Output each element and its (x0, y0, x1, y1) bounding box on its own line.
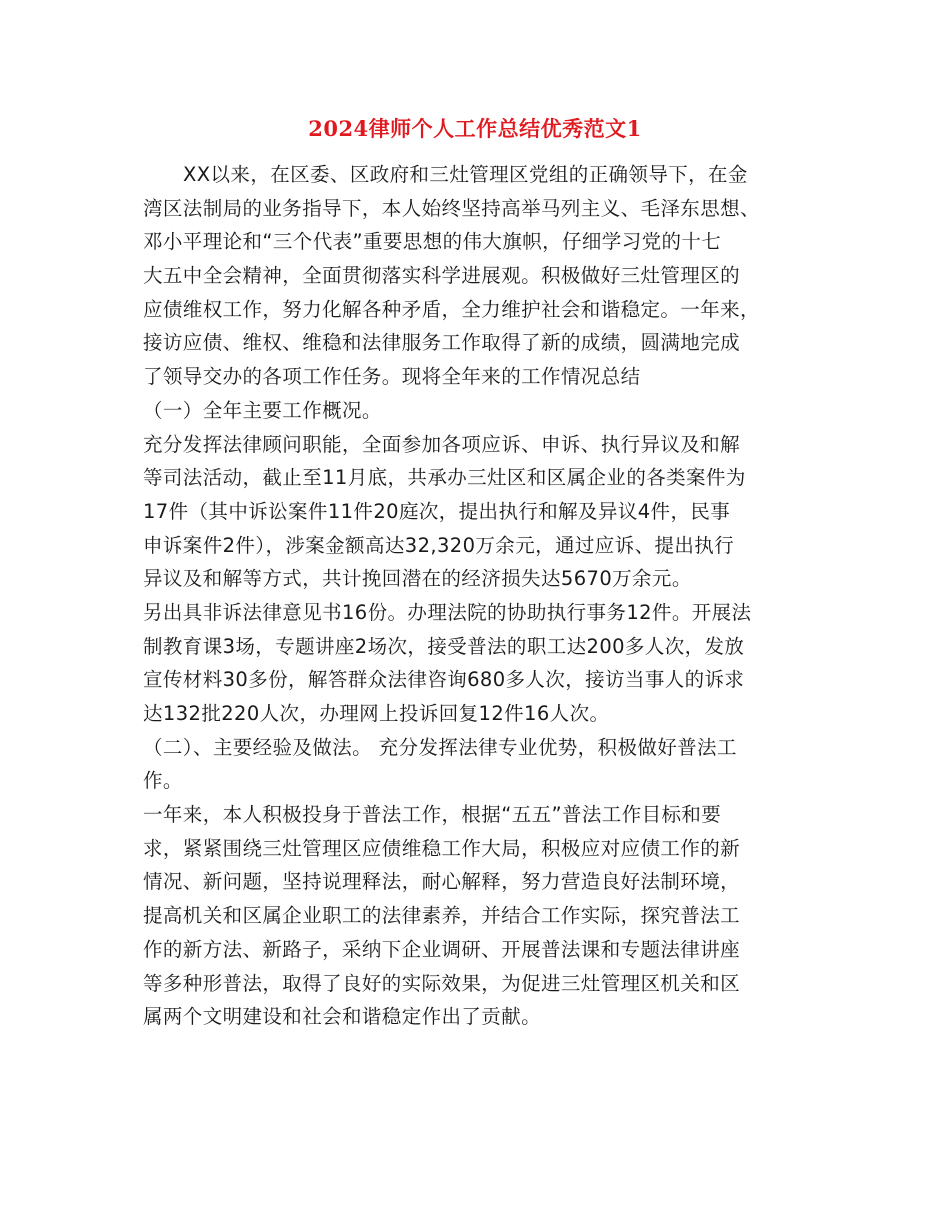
text-line: 作。 (143, 769, 183, 793)
text-line: 情况、新问题，坚持说理释法，耐心解释，努力营造良好法制环境， (143, 870, 741, 894)
text-line: 作的新方法、新路子，采纳下企业调研、开展普法课和专题法律讲座 (143, 937, 741, 961)
text-line: 宣传材料30多份，解答群众法律咨询680多人次，接访当事人的诉求 (143, 668, 745, 692)
text-line: 了领导交办的各项工作任务。现将全年来的工作情况总结 (143, 365, 641, 389)
text-line: 大五中全会精神，全面贯彻落实科学进展观。积极做好三灶管理区的 (143, 264, 741, 288)
text-line: 异议及和解等方式，共计挽回潜在的经济损失达5670万余元。 (143, 567, 692, 591)
text-line: 17件（其中诉讼案件11件20庭次，提出执行和解及异议4件，民事 (143, 499, 731, 523)
text-line: 接访应债、维权、维稳和法律服务工作取得了新的成绩，圆满地完成 (143, 331, 741, 355)
text-line: 另出具非诉法律意见书16份。办理法院的协助执行事务12件。开展法 (143, 600, 752, 624)
text-line: 制教育课3场，专题讲座2场次，接受普法的职工达200多人次，发放 (143, 634, 745, 658)
text-line: 属两个文明建设和社会和谐稳定作出了贡献。 (143, 1005, 542, 1029)
text-line: 等司法活动，截止至11月底，共承办三灶区和区属企业的各类案件为 (143, 466, 746, 490)
text-line: 提高机关和区属企业职工的法律素养，并结合工作实际，探究普法工 (143, 904, 741, 928)
text-line: 求，紧紧围绕三灶管理区应债维稳工作大局，积极应对应债工作的新 (143, 836, 741, 860)
text-line: 湾区法制局的业务指导下，本人始终坚持高举马列主义、毛泽东思想、 (143, 196, 760, 220)
text-line: 充分发挥法律顾问职能，全面参加各项应诉、申诉、执行异议及和解 (143, 432, 741, 456)
section-heading: （一）全年主要工作概况。 (143, 398, 382, 422)
text-line: 达132批220人次，办理网上投诉回复12件16人次。 (143, 702, 610, 725)
text-line: XX以来，在区委、区政府和三灶管理区党组的正确领导下，在金 (183, 163, 748, 186)
text-line: 应债维权工作，努力化解各种矛盾，全力维护社会和谐稳定。一年来， (143, 297, 760, 321)
document-title: 2024律师个人工作总结优秀范文1 (308, 116, 642, 141)
section-heading: （二）、主要经验及做法。 充分发挥法律专业优势，积极做好普法工 (143, 735, 737, 759)
text-line: 等多种形普法，取得了良好的实际效果，为促进三灶管理区机关和区 (143, 971, 741, 995)
text-line: 一年来，本人积极投身于普法工作，根据“五五”普法工作目标和要 (143, 803, 722, 827)
text-line: 邓小平理论和“三个代表”重要思想的伟大旗帜，仔细学习党的十七 (143, 230, 722, 254)
document-body (143, 158, 807, 1034)
text-line: 申诉案件2件），涉案金额高达32,320万余元，通过应诉、提出执行 (143, 533, 735, 557)
